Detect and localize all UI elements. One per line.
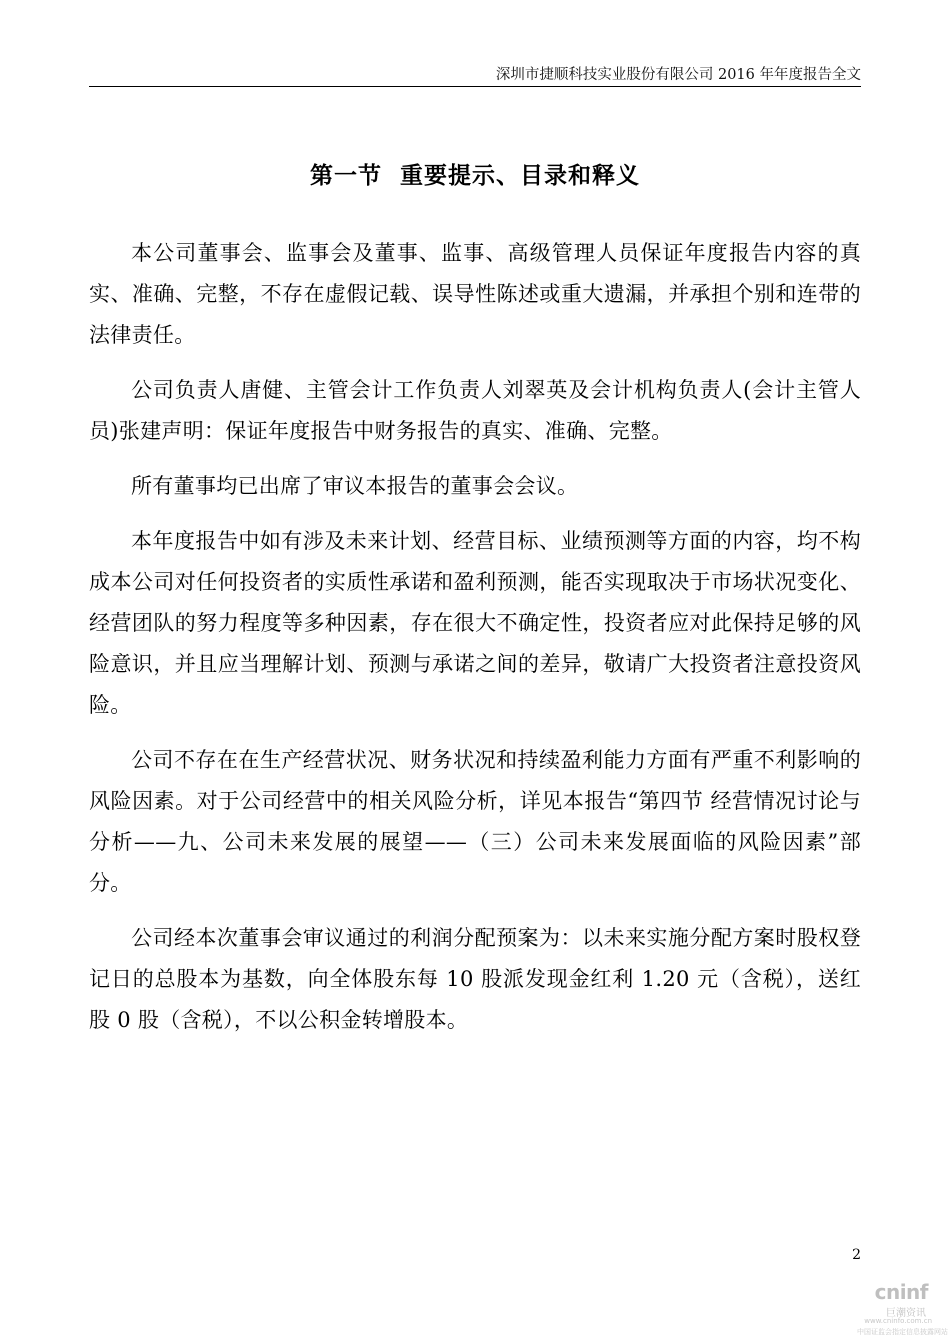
running-header: 深圳市捷顺科技实业股份有限公司 2016 年年度报告全文 xyxy=(495,67,861,83)
document-body xyxy=(89,233,861,1055)
paragraph-board-attendance: 所有董事均已出席了审议本报告的董事会会议。 xyxy=(131,474,579,498)
page-number: 2 xyxy=(852,1247,861,1263)
paragraph-profit-distribution: 公司经本次董事会审议通过的利润分配预案为：以未来实施分配方案时股权登记日的总股本为基数，向全体股东每 10 股派发现金红利 1.20 元（含税），送红股 0 股（含税），不以公积金转增股本。 xyxy=(89,926,861,1032)
cninfo-url: www.cninfo.com.cn xyxy=(864,1317,932,1325)
paragraph-officer-declaration: 公司负责人唐健、主管会计工作负责人刘翠英及会计机构负责人(会计主管人员)张建声明：保证年度报告中财务报告的真实、准确、完整。 xyxy=(89,378,861,443)
section-title: 第一节 重要提示、目录和释义 xyxy=(309,162,640,189)
cninfo-watermark xyxy=(828,1280,948,1340)
paragraph-risk-factors: 公司不存在在生产经营状况、财务状况和持续盈利能力方面有严重不利影响的风险因素。对于公司经营中的相关风险分析，详见本报告“第四节 经营情况讨论与分析——九、公司未来发展的展望——（三）公司未来发展面临的风险因素”部分。 xyxy=(89,748,861,895)
cninfo-logo: cninf xyxy=(874,1280,928,1304)
header-divider xyxy=(89,86,861,87)
cninfo-cn-label: 巨潮资讯 xyxy=(886,1308,926,1319)
paragraph-forward-looking: 本年度报告中如有涉及未来计划、经营目标、业绩预测等方面的内容，均不构成本公司对任何投资者的实质性承诺和盈利预测，能否实现取决于市场状况变化、经营团队的努力程度等多种因素，存在很大不确定性，投资者应对此保持足够的风险意识，并且应当理解计划、预测与承诺之间的差异，敬请广大投资者注意投资风险。 xyxy=(89,529,861,717)
paragraph-responsibility-statement: 本公司董事会、监事会及董事、监事、高级管理人员保证年度报告内容的真实、准确、完整，不存在虚假记载、误导性陈述或重大遗漏，并承担个别和连带的法律责任。 xyxy=(89,241,861,347)
cninfo-subtitle: 中国证监会指定信息披露网站 xyxy=(857,1328,948,1336)
